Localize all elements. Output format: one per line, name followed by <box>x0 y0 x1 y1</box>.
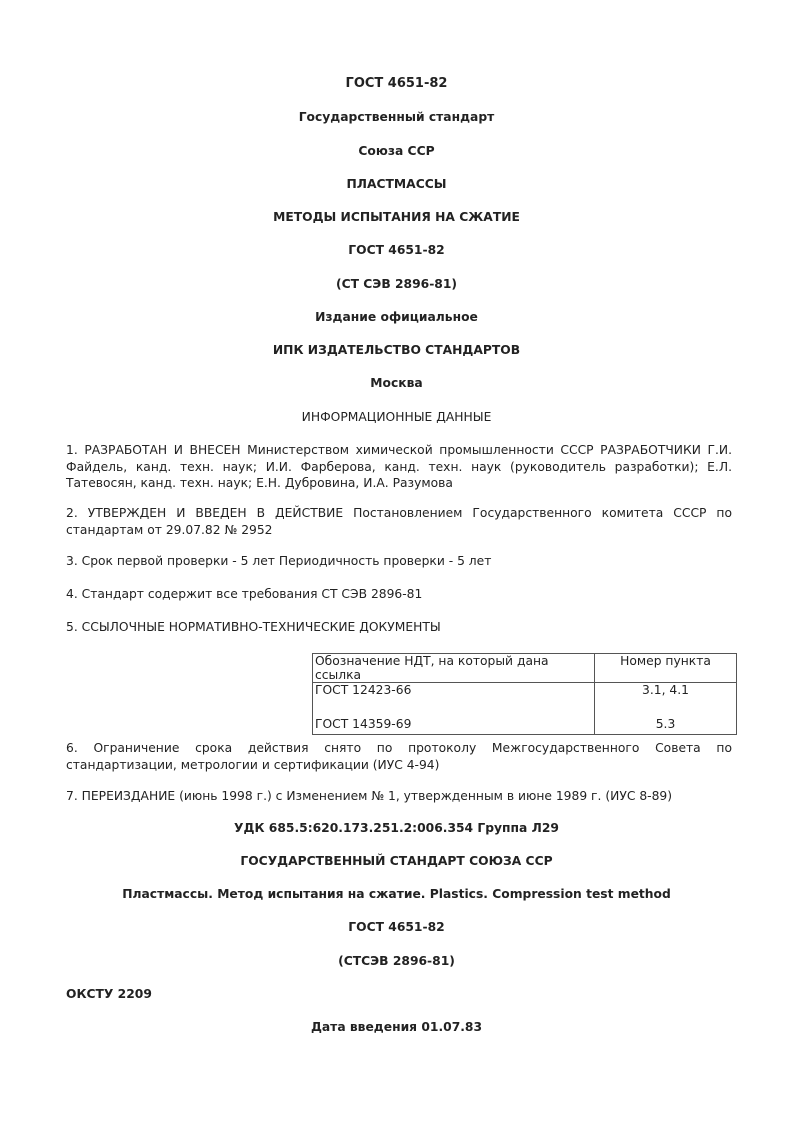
table-cell-clause: 3.1, 4.1 <box>595 683 737 701</box>
table-row <box>313 717 737 735</box>
table-cell-clause: 5.3 <box>595 717 737 735</box>
doc-type: Государственный стандарт <box>298 110 495 124</box>
standard-org: ГОСУДАРСТВЕННЫЙ СТАНДАРТ СОЮЗА ССР <box>240 854 553 868</box>
doc-country: Союза ССР <box>358 144 435 158</box>
info-item-4: 4. Стандарт содержит все требования СТ СЭВ 2896-81 <box>66 587 423 601</box>
edition-label: Издание официальное <box>315 310 478 324</box>
standard-name: Пластмассы. Метод испытания на сжатие. Plastics. Compression test method <box>122 887 671 901</box>
table-cell-designation: ГОСТ 14359-69 <box>313 717 595 735</box>
doc-code-repeat: ГОСТ 4651-82 <box>348 243 445 257</box>
info-heading: ИНФОРМАЦИОННЫЕ ДАННЫЕ <box>301 410 492 424</box>
doc-subject: ПЛАСТМАССЫ <box>346 177 447 191</box>
info-item-3: 3. Срок первой проверки - 5 лет Периодичность проверки - 5 лет <box>66 554 492 568</box>
publisher: ИПК ИЗДАТЕЛЬСТВО СТАНДАРТОВ <box>272 343 521 357</box>
okstu-code: ОКСТУ 2209 <box>66 987 152 1001</box>
table-spacer-row <box>313 700 737 717</box>
city: Москва <box>370 376 423 390</box>
standard-code: ГОСТ 4651-82 <box>348 920 445 934</box>
effective-date: Дата введения 01.07.83 <box>310 1020 483 1034</box>
udk-line: УДК 685.5:620.173.251.2:006.354 Группа Л29 <box>234 821 559 835</box>
reference-table <box>312 653 737 735</box>
table-cell-designation: ГОСТ 12423-66 <box>313 683 595 701</box>
doc-code: ГОСТ 4651-82 <box>345 76 448 91</box>
info-item-6: 6. Ограничение срока действия снято по протоколу Межгосударственного Совета по стандартизации, метрологии и сертификации (ИУС 4-94) <box>66 741 732 772</box>
standard-sev-code: (СТСЭВ 2896-81) <box>338 954 455 968</box>
table-header-designation: Обозначение НДТ, на который дана ссылка <box>313 654 595 683</box>
info-item-1: 1. РАЗРАБОТАН И ВНЕСЕН Министерством химической промышленности СССР РАЗРАБОТЧИКИ Г.И. Файдель, канд. техн. наук; И.И. Фарберова, канд. техн. наук (руководитель разработки); Е.Л. Татевосян, канд. техн. наук; Е.Н. Дубровина, И.А. Разумова <box>66 443 732 490</box>
doc-sev-code: (СТ СЭВ 2896-81) <box>335 277 458 291</box>
table-header-clause: Номер пункта <box>595 654 737 683</box>
info-item-5: 5. ССЫЛОЧНЫЕ НОРМАТИВНО-ТЕХНИЧЕСКИЕ ДОКУМЕНТЫ <box>66 620 441 634</box>
table-row <box>313 683 737 701</box>
info-item-2: 2. УТВЕРЖДЕН И ВВЕДЕН В ДЕЙСТВИЕ Постановлением Государственного комитета СССР по стандартам от 29.07.82 № 2952 <box>66 506 732 537</box>
info-item-7: 7. ПЕРЕИЗДАНИЕ (июнь 1998 г.) с Изменением № 1, утвержденным в июне 1989 г. (ИУС 8-89) <box>66 789 673 803</box>
table-header-row <box>313 654 737 683</box>
doc-title: МЕТОДЫ ИСПЫТАНИЯ НА СЖАТИЕ <box>273 210 520 224</box>
